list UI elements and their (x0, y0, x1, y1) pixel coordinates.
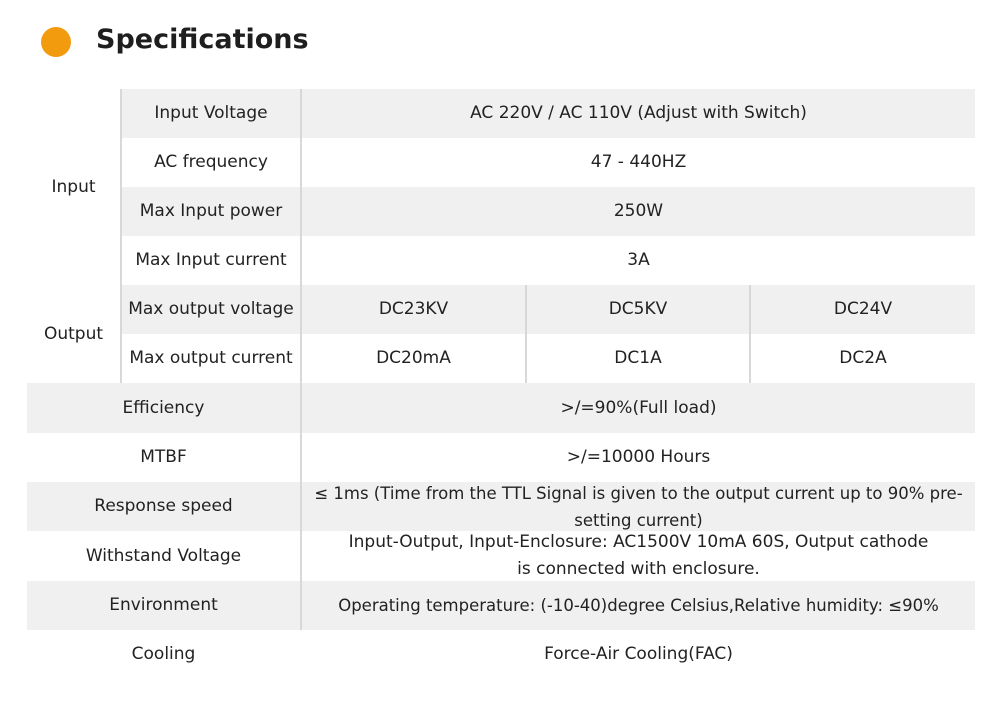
group-label-output: Output (43, 323, 104, 344)
row-label: MTBF (140, 447, 187, 467)
section-bullet-icon (41, 27, 71, 57)
row-label: Environment (109, 595, 218, 615)
row-value: AC 220V / AC 110V (Adjust with Switch) (470, 103, 807, 123)
row-value: 3A (627, 250, 650, 270)
row-label: Response speed (94, 496, 233, 516)
row-value: DC23KV (378, 299, 449, 319)
row-value: DC20mA (376, 348, 451, 368)
row-label: Withstand Voltage (85, 545, 242, 566)
row-value: DC2A (839, 348, 887, 368)
row-value: >/=90%(Full load) (560, 397, 717, 418)
row-label: Efficiency (122, 397, 205, 418)
row-label: AC frequency (154, 152, 268, 172)
row-label: Input Voltage (154, 103, 268, 123)
row-value: DC24V (833, 299, 893, 319)
row-label: Max output current (129, 348, 293, 368)
row-value: ≤ 1ms (Time from the TTL Signal is given to the output current up to 90% pre-setting current) (314, 483, 963, 530)
row-value: DC5KV (608, 299, 668, 319)
row-label: Max Input current (135, 250, 287, 270)
row-label: Max output voltage (128, 299, 294, 319)
row-value: Input-Output, Input-Enclosure: AC1500V 10mA 60S, Output cathode is connected with enclosure. (348, 532, 929, 579)
row-label: Max Input power (139, 201, 283, 221)
row-label: Cooling (131, 644, 196, 664)
row-value: Operating temperature: (-10-40)degree Celsius,Relative humidity: ≤90% (338, 596, 939, 615)
row-value: Force-Air Cooling(FAC) (544, 644, 733, 664)
row-value: 250W (613, 201, 664, 221)
page-title: Specifications (96, 24, 309, 55)
row-value: 47 - 440HZ (590, 152, 687, 172)
row-value: DC1A (614, 348, 662, 368)
row-value: >/=10000 Hours (566, 447, 711, 467)
group-label-input: Input (51, 176, 96, 197)
